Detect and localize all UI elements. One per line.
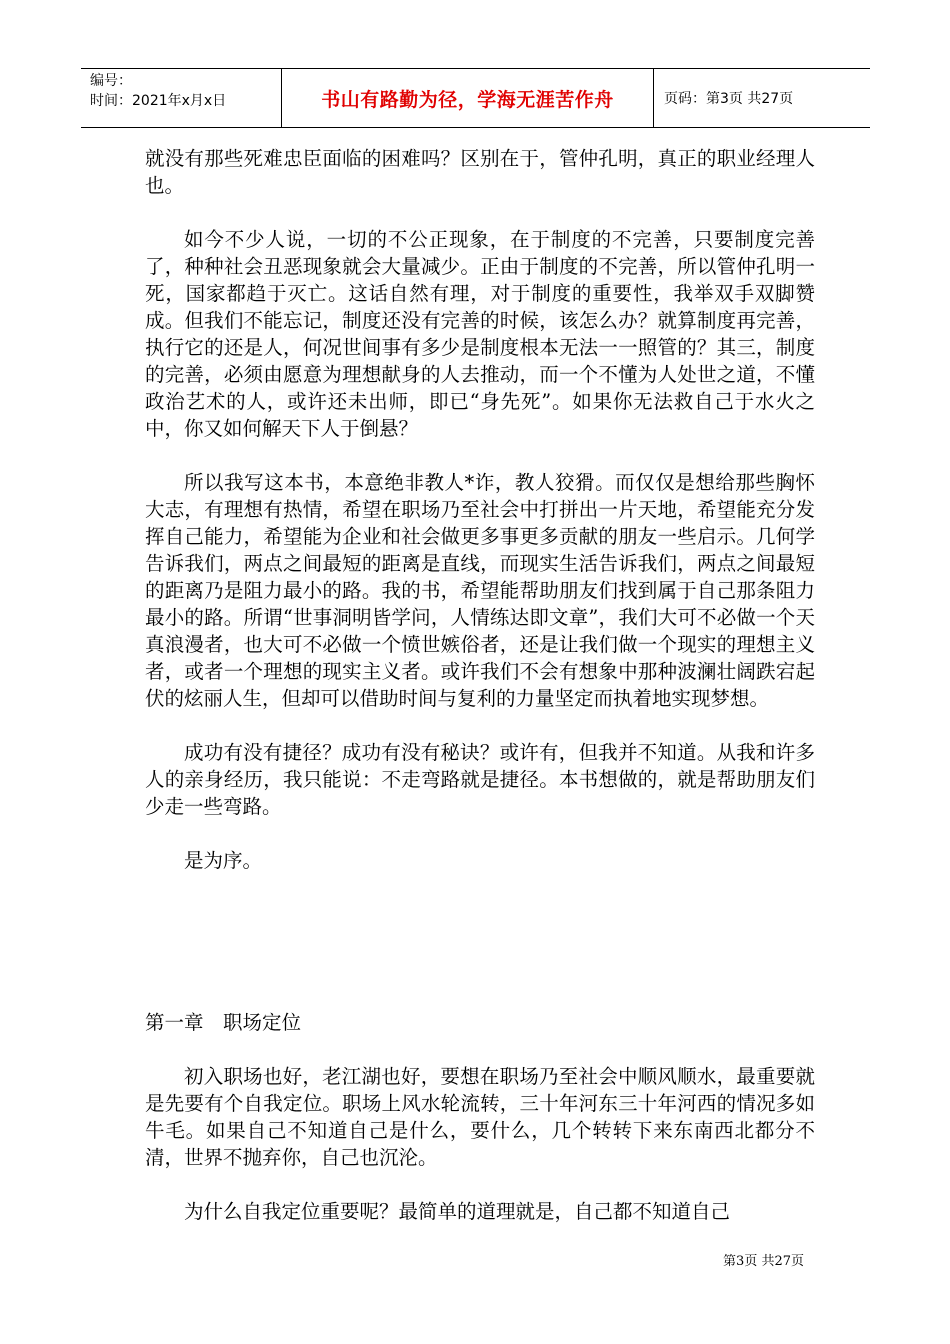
header-time-label: 时间：2021年x月x日 bbox=[90, 93, 227, 109]
paragraph-0: 就没有那些死难忠臣面临的困难吗？区别在于，管仲孔明，真正的职业经理人也。 bbox=[145, 147, 815, 197]
document-body bbox=[145, 145, 815, 1252]
page-footer: 第3页 共27页 bbox=[723, 1254, 804, 1269]
header-number-label: 编号： bbox=[90, 73, 132, 89]
header-meta bbox=[81, 69, 282, 127]
paragraph-2: 所以我写这本书，本意绝非教人*诈，教人狡猾。而仅仅是想给那些胸怀大志，有理想有热情，希望在职场乃至社会中打拼出一片天地，希望能充分发挥自己能力，希望能为企业和社会做更多事更多贡献的朋友一些启示。几何学告诉我们，两点之间最短的距离是直线，而现实生活告诉我们，两点之间最短的距离乃是阻力最小的路。我的书，希望能帮助朋友们找到属于自己那条阻力最小的路。所谓“世事洞明皆学问，人情练达即文章”，我们大可不必做一个天真浪漫者，也大可不必做一个愤世嫉俗者，还是让我们做一个现实的理想主义者，或者一个理想的现实主义者。或许我们不会有想象中那种波澜壮阔跌宕起伏的炫丽人生，但却可以借助时间与复利的力量坚定而执着地实现梦想。 bbox=[145, 471, 815, 710]
paragraph-4: 是为序。 bbox=[184, 849, 263, 872]
paragraph-6: 为什么自我定位重要呢？最简单的道理就是，自己都不知道自己 bbox=[184, 1200, 731, 1223]
paragraph-3: 成功有没有捷径？成功有没有秘诀？或许有，但我并不知道。从我和许多人的亲身经历，我只能说：不走弯路就是捷径。本书想做的，就是帮助朋友们少走一些弯路。 bbox=[145, 741, 815, 818]
header-page-label: 页码：第3页 共27页 bbox=[664, 91, 794, 107]
paragraph-1: 如今不少人说，一切的不公正现象，在于制度的不完善，只要制度完善了，种种社会丑恶现象就会大量减少。正由于制度的不完善，所以管仲孔明一死，国家都趋于灭亡。这话自然有理，对于制度的重要性，我举双手双脚赞成。但我们不能忘记，制度还没有完善的时候，该怎么办？就算制度再完善，执行它的还是人，何况世间事有多少是制度根本无法一一照管的？其三，制度的完善，必须由愿意为理想献身的人去推动，而一个不懂为人处世之道，不懂政治艺术的人，或许还未出师，即已“身先死”。如果你无法救自己于水火之中，你又如何解天下人于倒悬？ bbox=[145, 228, 815, 440]
header-motto: 书山有路勤为径，学海无涯苦作舟 bbox=[282, 69, 654, 127]
paragraph-5: 初入职场也好，老江湖也好，要想在职场乃至社会中顺风顺水，最重要就是先要有个自我定位。职场上风水轮流转，三十年河东三十年河西的情况多如牛毛。如果自己不知道自己是什么，要什么，几个转转下来东南西北都分不清，世界不抛弃你，自己也沉沦。 bbox=[145, 1065, 815, 1169]
section-spacer bbox=[145, 901, 815, 1009]
page-header bbox=[81, 68, 870, 128]
chapter-title: 第一章 职场定位 bbox=[145, 1011, 302, 1034]
